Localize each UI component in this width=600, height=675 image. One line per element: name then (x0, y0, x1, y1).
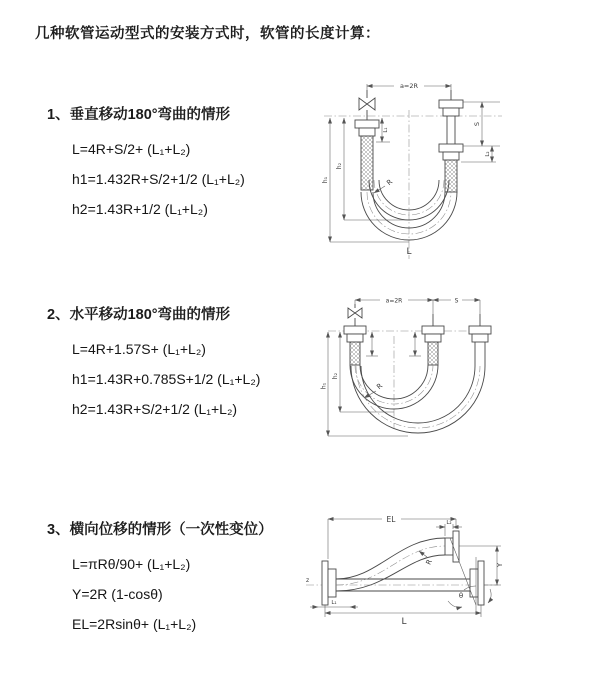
section-3-heading: 3、横向位移的情形（一次性变位） (47, 522, 273, 538)
hex-fitting (422, 326, 444, 334)
lateral-displacement-drawing (300, 505, 510, 630)
braided-hose-section (361, 136, 373, 190)
valve-icon (359, 98, 375, 110)
dim-label-h2: h₂ (336, 162, 343, 170)
dimension-el (328, 514, 456, 559)
length-label: L (401, 617, 407, 627)
dim-label-a2r: a=2R (385, 297, 403, 305)
dim-label-el: EL (386, 515, 396, 524)
radius-label: R (375, 381, 385, 392)
formula-line: Y=2R (1-cosθ) (72, 586, 163, 602)
section-1-formulas (47, 134, 245, 224)
formula-line: h1=1.43R+0.785S+1/2 (L₁+L₂) (72, 371, 261, 387)
vertical-bend-diagram (310, 72, 510, 262)
hex-fitting (439, 144, 463, 152)
dimension-h1 (321, 332, 409, 436)
right-flange (470, 561, 484, 605)
section-1-heading: 1、垂直移动180°弯曲的情形 (47, 107, 231, 123)
dim-label-a2r: a=2R (399, 82, 419, 90)
formula-line: L=4R+1.57S+ (L₁+L₂) (72, 341, 206, 357)
dim-label-l1: L₁ (331, 600, 337, 606)
radius-callout (419, 551, 434, 566)
formula-line: h2=1.43R+S/2+1/2 (L₁+L₂) (72, 401, 238, 417)
section-3-formulas (47, 549, 273, 639)
section-2-formulas (47, 334, 260, 424)
hex-fitting (355, 120, 379, 128)
radius-label: R (385, 177, 395, 188)
dim-label-s: S (473, 121, 481, 127)
formula-line: L=πRθ/90+ (L₁+L₂) (72, 556, 191, 572)
dimension-a2r (367, 81, 451, 98)
hex-fitting (425, 334, 441, 342)
formula-line: L=4R+S/2+ (L₁+L₂) (72, 141, 191, 157)
dim-label-h2: h₂ (332, 372, 339, 380)
section-lateral-displacement (47, 518, 273, 639)
formula-line: h1=1.432R+S/2+1/2 (L₁+L₂) (72, 171, 245, 187)
hex-fitting (344, 326, 366, 334)
dimension-l1 (310, 600, 358, 607)
upper-flange (445, 531, 459, 562)
braided-hose-section (350, 342, 360, 365)
formula-line: EL=2Rsinθ+ (L₁+L₂) (72, 616, 197, 632)
dimension-s (433, 296, 480, 305)
formula-line: h2=1.43R+1/2 (L₁+L₂) (72, 201, 208, 217)
hose-u-bend-curves (350, 365, 485, 433)
middle-pipe-assembly (422, 314, 444, 365)
vertical-bend-drawing (310, 72, 510, 262)
angle-label: θ (458, 592, 464, 600)
dimension-s (461, 102, 500, 162)
radius-callout (364, 382, 384, 398)
dim-label-l1: L₁ (383, 127, 389, 133)
horizontal-bend-diagram (320, 288, 495, 446)
right-pipe-assembly (439, 90, 463, 192)
radius-label: R (424, 558, 434, 567)
left-flange (322, 561, 336, 605)
valve-icon (348, 308, 362, 318)
hex-fitting (347, 334, 363, 342)
hex-fitting (443, 108, 459, 116)
dimension-l2 (485, 146, 492, 162)
page-title: 几种软管运动型式的安装方式时，软管的长度计算： (35, 26, 380, 42)
section-2-heading: 2、水平移动180°弯曲的情形 (47, 307, 231, 323)
dimension-l (325, 605, 481, 627)
dim-label-l2: L₂ (485, 151, 491, 157)
hex-fitting (359, 128, 375, 136)
left-pipe-assembly (344, 304, 366, 365)
hex-fitting (439, 100, 463, 108)
braided-hose-section (445, 160, 457, 192)
lateral-displacement-diagram (300, 505, 510, 630)
section-vertical-bend (47, 103, 245, 224)
left-pipe-assembly (355, 90, 379, 190)
horizontal-bend-drawing (320, 288, 495, 446)
dimension-h2 (332, 332, 394, 412)
hex-fitting (469, 326, 491, 334)
centerline-mark: z (306, 577, 310, 584)
length-label: L (406, 247, 412, 257)
dim-label-s: S (454, 297, 459, 305)
dim-label-y: Y (496, 562, 504, 568)
section-horizontal-bend (47, 303, 260, 424)
dim-label-h1: h₁ (320, 382, 328, 390)
hex-fitting (443, 152, 459, 160)
radius-callout (374, 178, 394, 193)
dim-label-h1: h₁ (322, 176, 329, 184)
hex-fitting (472, 334, 488, 342)
fitting-height-dimensions (366, 332, 421, 356)
right-pipe-assembly (469, 314, 491, 366)
braided-hose-section (428, 342, 438, 365)
dim-label-l2: L₂ (446, 520, 452, 526)
